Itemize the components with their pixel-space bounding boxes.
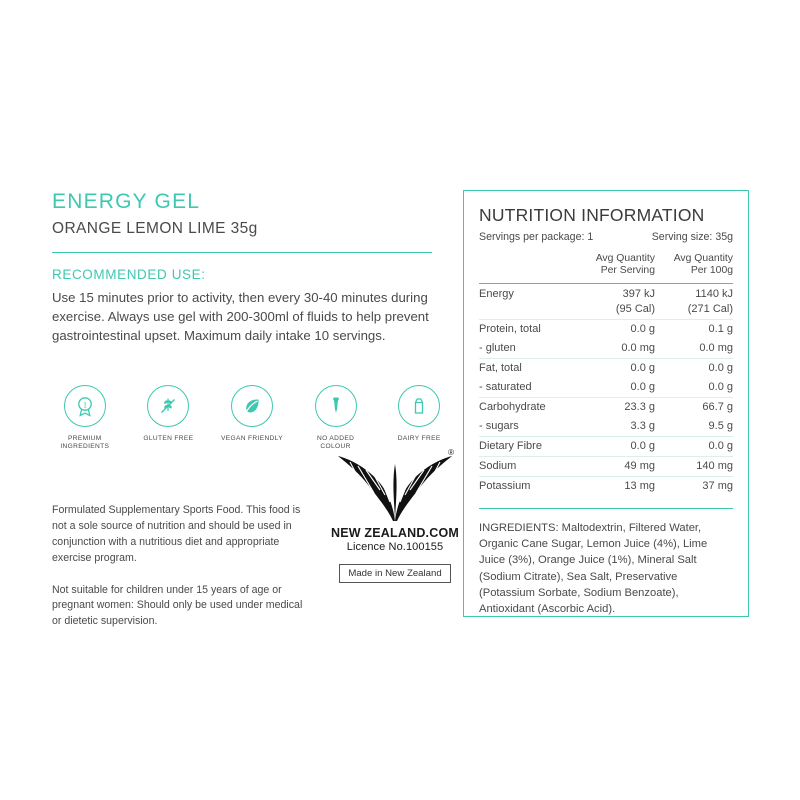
row-per-100g: 0.1 g [708,323,733,336]
serving-size: Serving size: 35g [651,231,733,243]
table-row [479,319,733,339]
row-per-100g: 66.7 g [702,401,733,414]
row-per-serving: 0.0 mg [577,339,655,359]
icon-label: NO ADDED COLOUR [316,435,355,450]
header-line-1: Avg Quantity [595,252,655,264]
row-label: Energy [479,287,514,300]
row-label [479,303,577,319]
row-label: - sugars [479,417,577,437]
row-per-100g: 0.0 g [708,362,733,375]
registered-trademark-symbol: ® [448,448,454,457]
servings-per-package: Servings per package: 1 [479,231,594,243]
nutrition-information-panel [463,190,749,617]
row-per-serving: 23.3 g [624,401,655,414]
recommended-use-text: Use 15 minutes prior to activity, then every 30-40 minutes during exercise. Always use gel with 200-300ml of fluids to help prevent gastrointestinal upset. Maximum daily intake 10 servings. [52,290,429,344]
product-info-block [52,190,452,345]
page-title: ENERGY GEL [52,190,201,213]
row-label: - gluten [479,339,577,359]
premium-ingredients-icon [64,385,106,427]
row-per-100g: 0.0 g [655,436,733,456]
row-per-serving: 0.0 g [630,362,655,375]
icon-label: DAIRY FREE [397,435,441,442]
ingredients-text: INGREDIENTS: Maltodextrin, Filtered Water, Organic Cane Sugar, Lemon Juice (4%), Lime Juice (3%), Orange Juice (1%), Mineral Salt (Sodium Citrate), Sea Salt, Preservative (Potassium Sorbate, Sodium Benzoate), Antioxidant (Ascorbic Acid). [479,508,733,617]
row-label: - saturated [479,378,577,398]
table-row [479,303,733,319]
table-row [479,456,733,476]
row-per-serving: (95 Cal) [577,303,655,319]
row-per-100g: 140 mg [655,456,733,476]
icon-item-dairy-free [386,385,452,451]
row-label: Dietary Fibre [479,436,577,456]
row-label: Fat, total [479,362,522,375]
table-header-per-serving [577,249,655,284]
gluten-free-icon [147,385,189,427]
vegan-friendly-icon [231,385,273,427]
table-row [479,339,733,359]
row-per-100g: 1140 kJ [695,287,733,300]
header-line-2: Per Serving [600,264,655,276]
table-header-blank [479,249,577,284]
row-per-serving: 13 mg [624,480,655,493]
table-row [479,284,733,304]
row-per-serving: 397 kJ [622,287,655,300]
nutrition-title: NUTRITION INFORMATION [479,205,705,225]
table-header-per-100g [655,249,733,284]
row-per-100g: 9.5 g [655,417,733,437]
legal-paragraph-2: Not suitable for children under 15 years of age or pregnant women: Should only be used under medical or dietetic supervision. [52,583,303,628]
serving-info [479,231,733,249]
nz-domain-text: NEW ZEALAND.COM [331,526,459,540]
icon-item-gluten-free [136,385,202,451]
certification-icon-row [52,385,452,451]
row-per-100g: 0.0 g [655,378,733,398]
legal-text-block [52,503,310,646]
new-zealand-fern-mark [330,446,460,583]
divider [52,252,432,253]
row-per-100g: (271 Cal) [655,303,733,319]
icon-label: PREMIUM INGREDIENTS [60,435,110,450]
row-per-serving: 0.0 g [577,378,655,398]
row-per-100g: 37 mg [702,480,733,493]
svg-text:1: 1 [82,400,87,410]
icon-label: VEGAN FRIENDLY [221,435,283,442]
nutrition-table [479,249,733,496]
legal-paragraph-1: Formulated Supplementary Sports Food. This food is not a sole source of nutrition and should be used in conjunction with a nutritious diet and appropriate exercise program. [52,504,301,564]
dairy-free-icon [398,385,440,427]
row-per-serving: 3.3 g [577,417,655,437]
row-label: Protein, total [479,323,541,336]
row-per-100g: 0.0 mg [655,339,733,359]
product-variant: ORANGE LEMON LIME 35g [52,220,258,237]
icon-item-premium-ingredients [52,385,118,451]
icon-item-vegan-friendly [219,385,285,451]
row-label: Carbohydrate [479,401,546,414]
no-added-colour-icon [315,385,357,427]
row-per-serving: 0.0 g [630,323,655,336]
row-label: Potassium [479,480,531,493]
icon-label: GLUTEN FREE [143,435,194,442]
icon-item-no-added-colour [303,385,369,451]
table-row [479,476,733,496]
table-row [479,397,733,417]
table-row [479,417,733,437]
fern-icon [330,446,460,524]
made-in-badge: Made in New Zealand [339,564,450,583]
table-header-row [479,249,733,284]
recommended-use-heading: RECOMMENDED USE: [52,267,206,282]
nz-licence-number: Licence No.100155 [346,541,444,553]
header-line-2: Per 100g [690,264,733,276]
header-line-1: Avg Quantity [673,252,733,264]
row-per-serving: 49 mg [577,456,655,476]
table-row [479,358,733,378]
row-label: Sodium [479,456,577,476]
row-per-serving: 0.0 g [577,436,655,456]
table-row [479,378,733,398]
table-row [479,436,733,456]
